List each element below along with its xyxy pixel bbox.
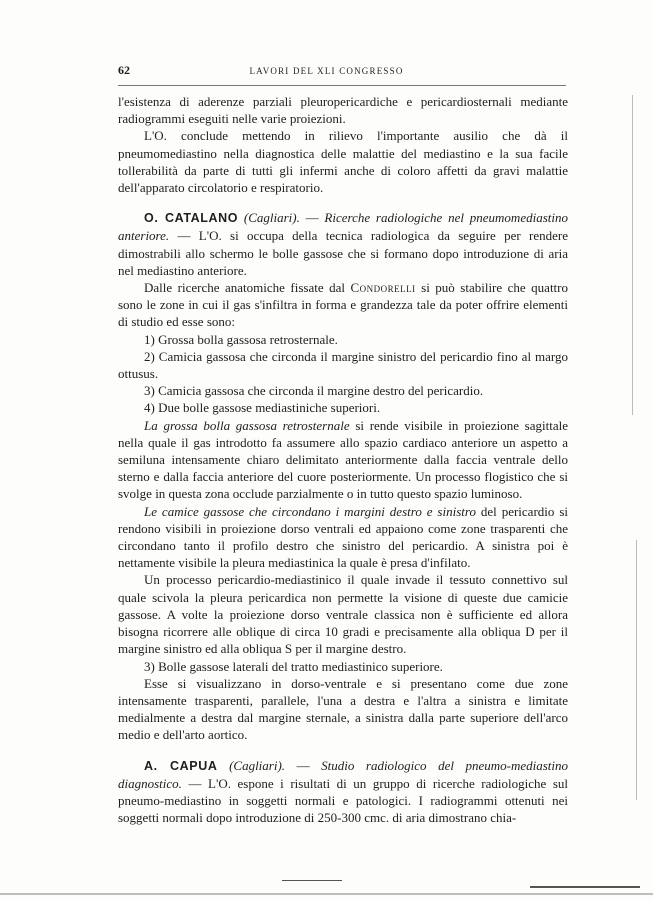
catalano-p3-text: si rende visibile in proiezione sagittale nella quale il gas introdotto fa assumere allo spazio cardiaco anteriore un aspetto a semiluna intensamente chiaro delimitato anteriormente dalla faccia ventrale dello sterno e dalla faccia anteriore del cuore posteriormente. Un processo flogistico che si svolge in questa zona occlude parzialmente o in tutto questo spazio luminoso. — [118, 417, 569, 502]
right-margin-mark-lower — [636, 540, 637, 800]
catalano-paragraph-6: 3) Bolle gassose laterali del tratto mediastinico superiore. — [144, 658, 443, 674]
catalano-city: (Cagliari). — [243, 210, 300, 226]
page-number: 62 — [118, 63, 130, 77]
list-item-3: 3) Camicia gassosa che circonda il margine destro del pericardio. — [144, 383, 484, 399]
catalano-dash: — — [299, 210, 325, 226]
catalano-p2-pre: Dalle ricerche anatomiche fissate dal — [144, 280, 351, 296]
list-item-4: 4) Due bolle gassose mediastiniche superiori. — [144, 400, 381, 416]
capua-city: (Cagliari). — [229, 757, 286, 773]
intro-paragraph-2: L'O. conclude mettendo in rilievo l'importante ausilio che dà il pneumomediastino nella diagnostica delle malattie del mediastino e la sua facile tollerabilità da parte di tutti gli infermi anche di coloro affetti da gravi malattie dell'apparato circolatorio e respiratorio. — [118, 128, 568, 196]
condorelli-name: Condorelli — [350, 280, 416, 296]
capua-dash: — — [285, 757, 322, 773]
catalano-paragraph-2 — [118, 279, 568, 331]
retrosternal-term: La grossa bolla gassosa retrosternale — [144, 417, 350, 433]
catalano-title: Ricerche radiologiche nel pneumomediastino anteriore. — [118, 210, 568, 244]
catalano-text: — L'O. si occupa della tecnica radiologica da seguire per rendere dimostrabili allo schermo le bolle gassose che si formano dopo introduzione di aria nel mediastino anteriore. — [118, 228, 568, 278]
bottom-scan-mark-left — [282, 880, 342, 881]
catalano-p4-text: del pericardio si rendono visibili in proiezione dorso ventrali ed appaiono come zone trasparenti che circondano tanto il profilo destro che sinistro del pericardio. A sinistra poi è nettamente visibile la pleura mediastinica la quale è presa d'infilato. — [118, 503, 568, 571]
right-margin-mark — [632, 95, 633, 415]
catalano-author: O. CATALANO — [144, 211, 239, 226]
capua-author: A. CAPUA — [144, 758, 218, 773]
camice-term: Le camice gassose che circondano i margini destro e sinistro — [144, 503, 476, 519]
capua-title: Studio radiologico del pneumo-mediastino diagnostico. — [118, 757, 569, 791]
catalano-abstract — [118, 209, 568, 279]
capua-text: — L'O. espone i risultati di un gruppo di ricerche radiologiche sul pneumo-mediastino in soggetti normali e patologici. I radiogrammi ottenuti nei soggetti normali dopo introduzione di 250-300 cmc. di aria dimostrano chia- — [118, 775, 568, 826]
intro-paragraph-1: l'esistenza di aderenze parziali pleuropericardiche e pericardiosternali mediante radiogrammi eseguiti nelle varie proiezioni. — [118, 94, 568, 127]
page-body — [118, 93, 568, 826]
catalano-paragraph-7: Esse si visualizzano in dorso-ventrale e si presentano come due zone intensamente trasparenti, parallele, l'una a destra e l'altra a sinistra e limitate medialmente a destra dal margine sternale, a sinistra dalla parte superiore dell'arco medio e dell'arto aortico. — [118, 675, 568, 743]
list-item-2: 2) Camicia gassosa che circonda il margine sinistro del pericardio fino al margo ottusus. — [118, 348, 568, 382]
capua-abstract — [118, 757, 568, 827]
running-head: LAVORI DEL XLI CONGRESSO — [249, 66, 404, 76]
catalano-paragraph-4 — [118, 503, 568, 572]
list-item-1: 1) Grossa bolla gassosa retrosternale. — [144, 331, 338, 347]
catalano-paragraph-5: Un processo pericardio-mediastinico il quale invade il tessuto connettivo sul quale scivola la pleura pericardica non permette la visione di queste due camicie gassose. A volte la proiezione dorso ventrale classica non è sufficiente ed allora bisogna ricorrere alle oblique di circa 10 gradi e precisamente alla obliqua D per il margine sinistro ed alla obliqua S per il margine destro. — [118, 572, 568, 657]
bottom-scan-mark-right — [530, 886, 640, 888]
header-rule — [118, 85, 566, 86]
catalano-paragraph-3 — [118, 417, 568, 503]
bottom-rule — [0, 893, 653, 895]
catalano-p2-post: si può stabilire che quattro sono le zone in cui il gas s'infiltra in forma e grandezza tale da poter offrire elementi di studio ed esse sono: — [118, 280, 568, 330]
